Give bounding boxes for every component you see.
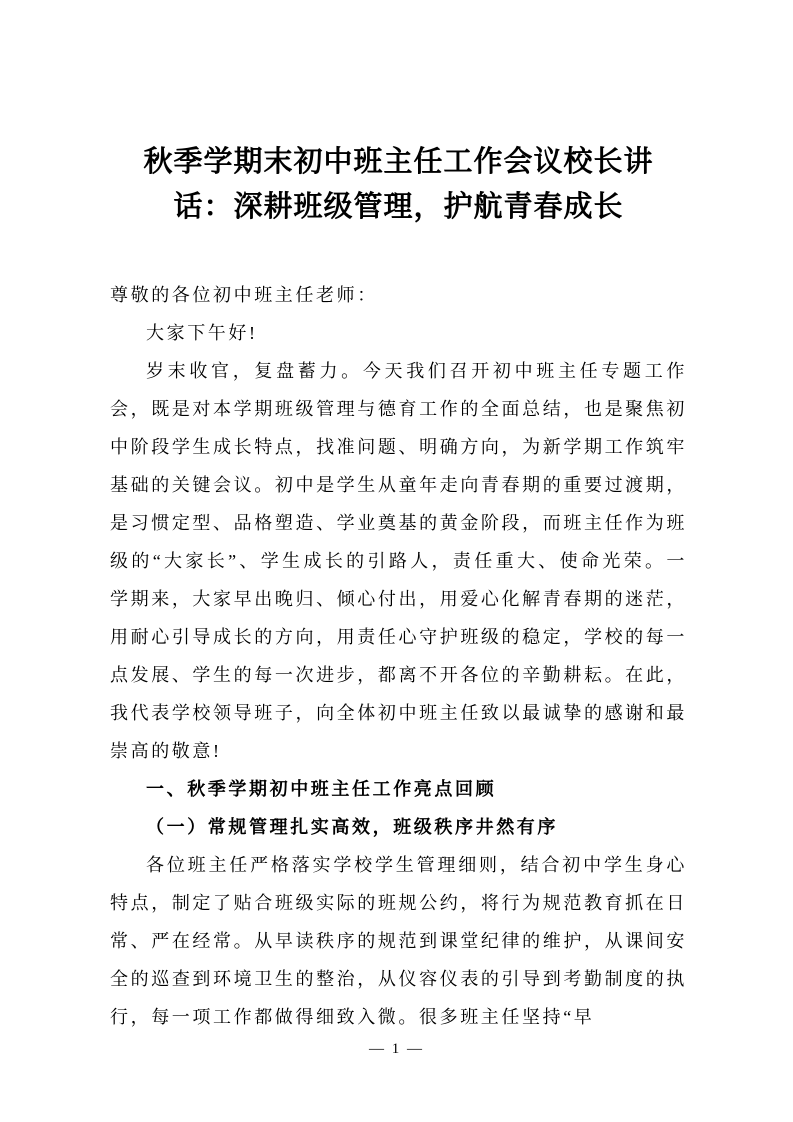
body-paragraph-opening: 岁末收官，复盘蓄力。今天我们召开初中班主任专题工作会，既是对本学期班级管理与德育工作的全面总结，也是聚焦初中阶段学生成长特点，找准问题、明确方向，为新学期工作筑牢基础的关键会议。初中是学生从童年走向青春期的重要过渡期，是习惯定型、品格塑造、学业奠基的黄金阶段，而班主任作为班级的“大家长”、学生成长的引路人，责任重大、使命光荣。一学期来，大家早出晚归、倾心付出，用爱心化解青春期的迷茫，用耐心引导成长的方向，用责任心守护班级的稳定，学校的每一点发展、学生的每一次进步，都离不开各位的辛勤耕耘。在此，我代表学校领导班子，向全体初中班主任致以最诚挚的感谢和最崇高的敬意! — [110, 360, 687, 761]
title-line-1: 秋季学期末初中班主任工作会议校长讲 — [143, 146, 654, 178]
salutation-paragraph: 尊敬的各位初中班主任老师： — [110, 284, 378, 305]
subsection-heading: （一）常规管理扎实高效，班级秩序井然有序 — [146, 816, 558, 837]
page-number: — 1 — — [369, 1041, 424, 1057]
greeting-paragraph: 大家下午好! — [146, 322, 258, 343]
section-heading: 一、秋季学期初中班主任工作亮点回顾 — [146, 778, 497, 799]
document-title — [110, 140, 687, 230]
title-line-2: 话：深耕班级管理，护航青春成长 — [173, 190, 624, 223]
body-paragraph-routine-management: 各位班主任严格落实学校学生管理细则，结合初中学生身心特点，制定了贴合班级实际的班规公约，将行为规范教育抓在日常、严在经常。从早读秩序的规范到课堂纪律的维护，从课间安全的巡查到环境卫生的整治，从仪容仪表的引导到考勤制度的执行，每一项工作都做得细致入微。很多班主任坚持“早 — [110, 854, 687, 1027]
